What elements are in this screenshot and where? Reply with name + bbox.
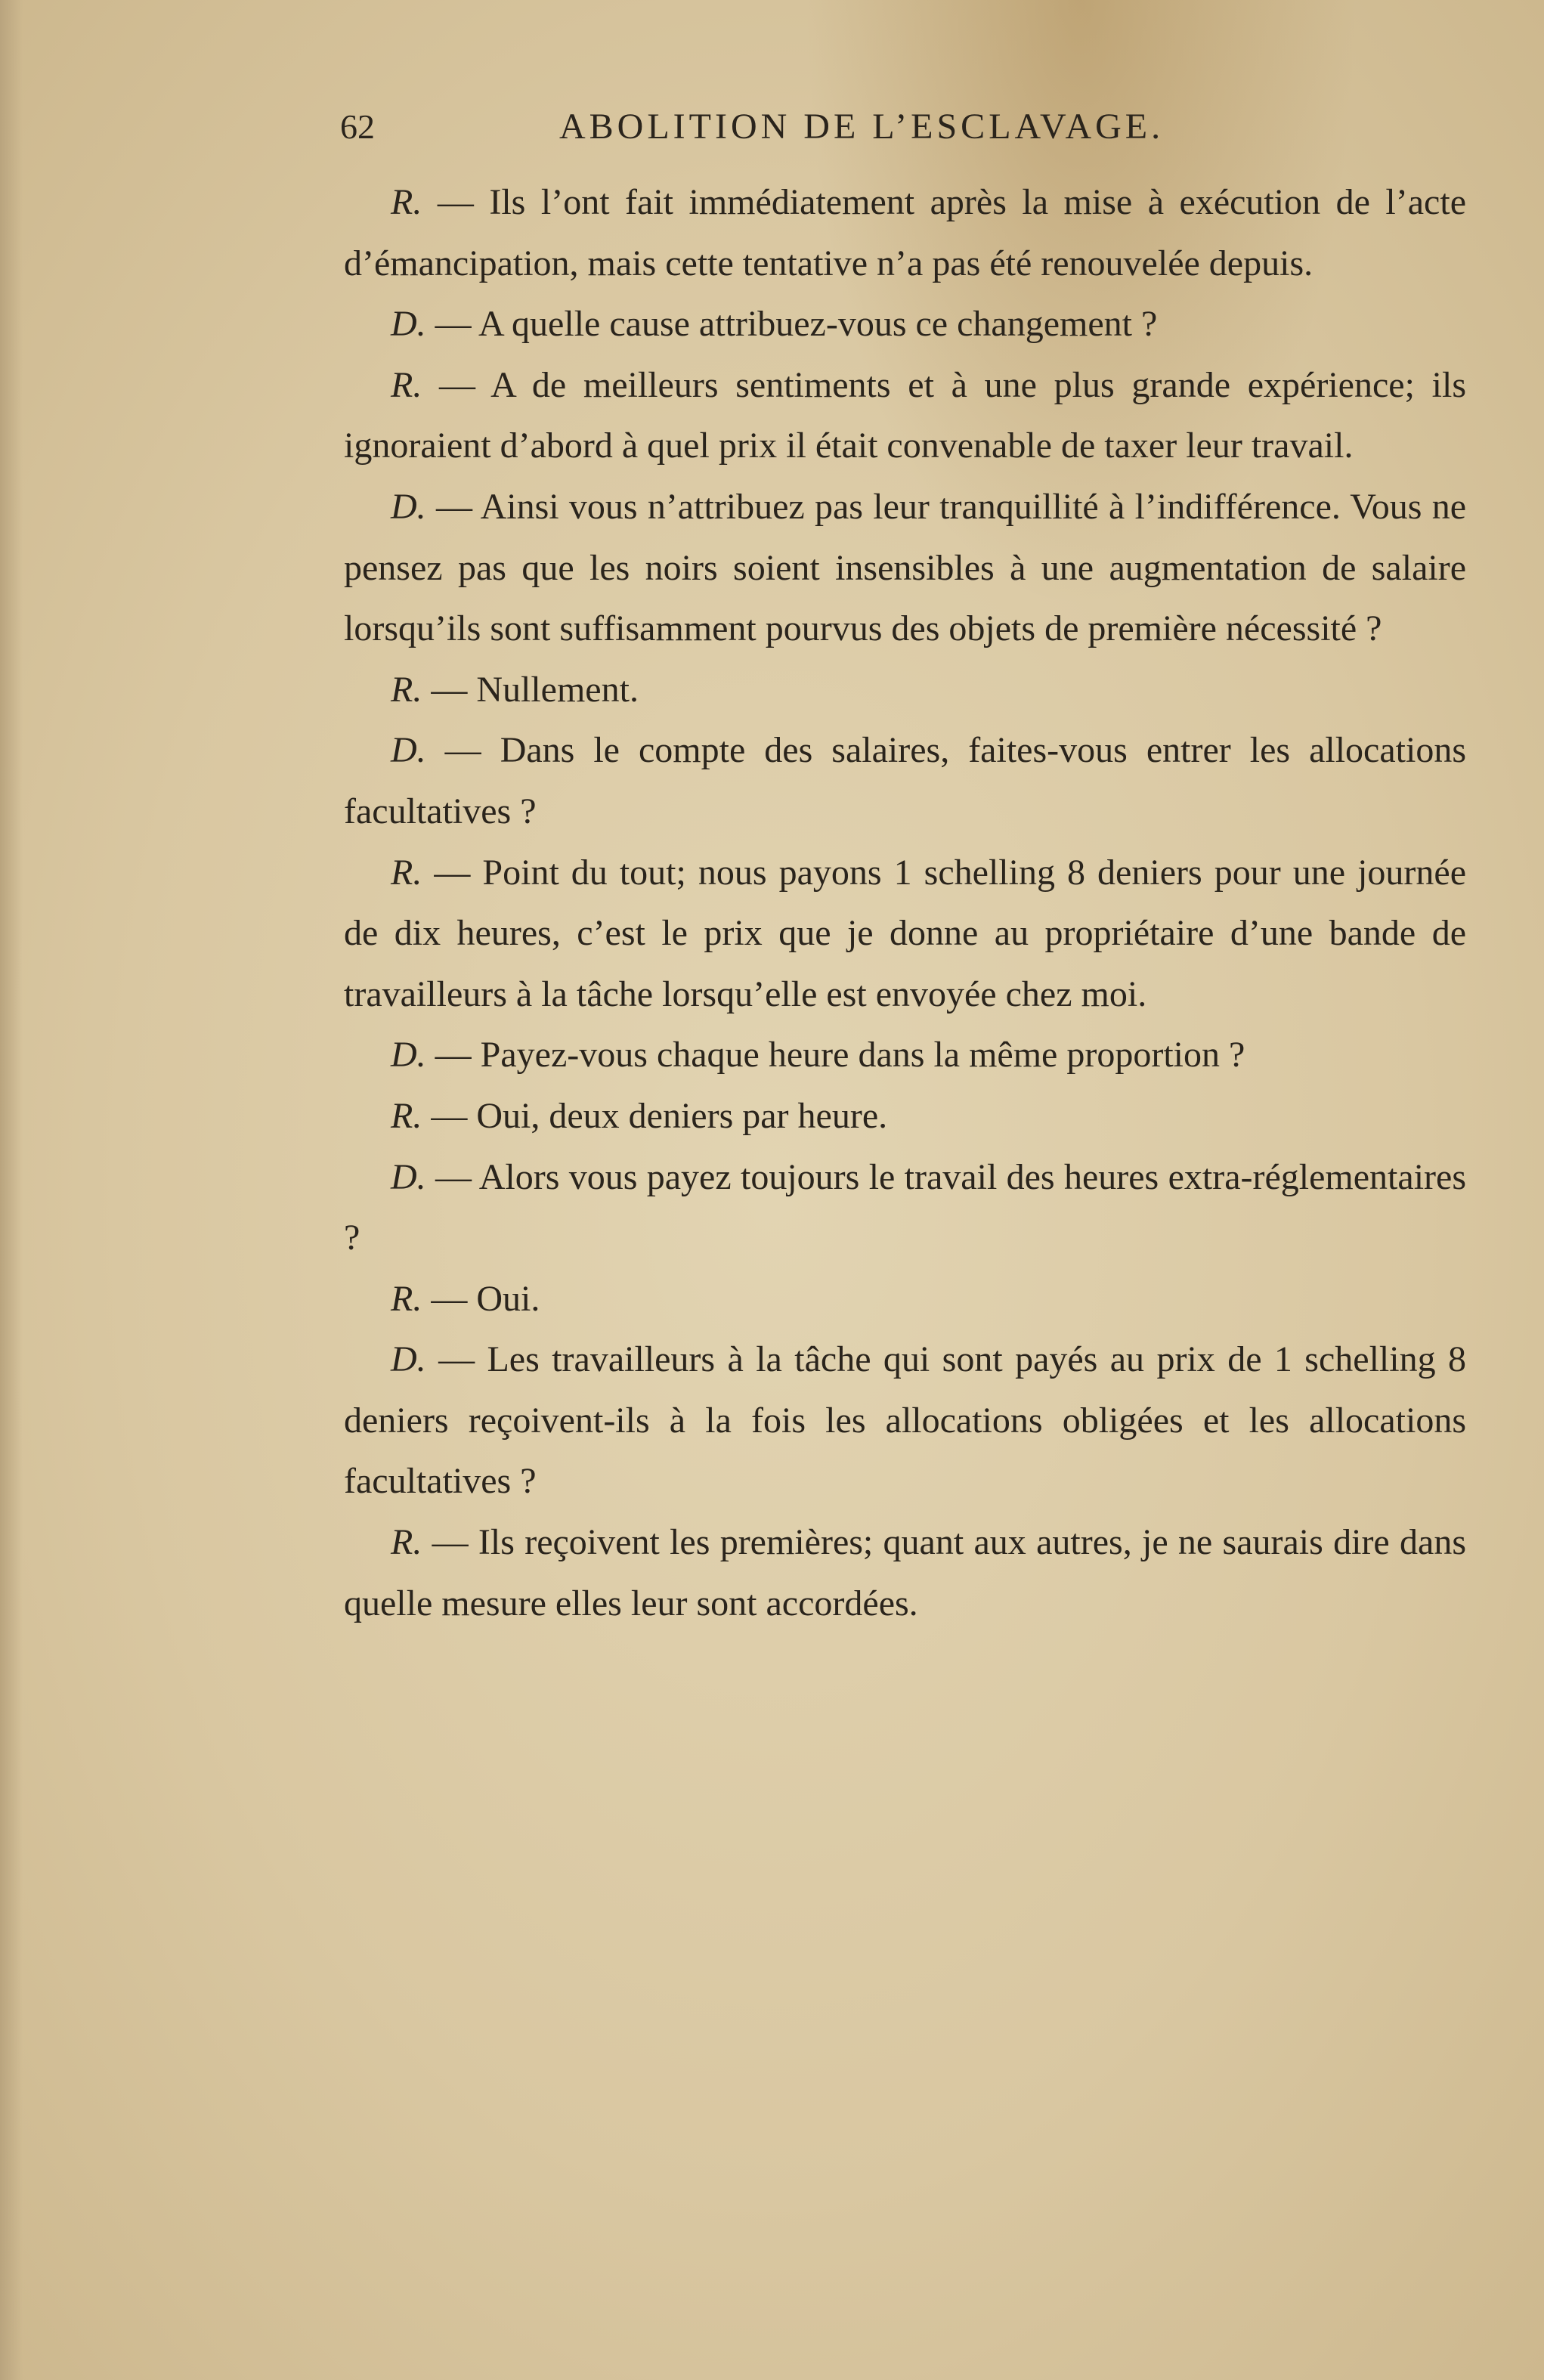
body-text — [344, 172, 1466, 1634]
running-title: ABOLITION DE L’ESCLAVAGE. — [559, 107, 1165, 147]
dialogue-paragraph — [344, 1086, 1466, 1147]
speaker-label: R. — [391, 852, 422, 893]
speaker-label: D. — [391, 486, 426, 527]
dialogue-paragraph — [344, 1025, 1466, 1086]
running-header — [340, 106, 1466, 159]
paragraph-text: Les travailleurs à la tâche qui sont payés au prix de 1 schelling 8 deniers reçoivent-ils à la fois les allocations obligées et les allocations facultatives ? — [344, 1339, 1466, 1502]
dialogue-paragraph — [344, 172, 1466, 294]
paragraph-text: Point du tout; nous payons 1 schelling 8 deniers pour une journée de dix heures, c’est le prix que je donne au propriétaire d’une bande de travailleurs à la tâche lorsqu’elle est envoyée chez moi. — [344, 852, 1466, 1014]
dialogue-paragraph — [344, 1147, 1466, 1269]
dialogue-paragraph — [344, 294, 1466, 355]
speaker-label: R. — [391, 1095, 422, 1136]
dialogue-paragraph — [344, 477, 1466, 660]
page-number: 62 — [340, 107, 375, 146]
paragraph-text: A quelle cause attribuez-vous ce changement ? — [478, 304, 1158, 345]
dialogue-paragraph — [344, 720, 1466, 842]
dash: — — [425, 1339, 487, 1380]
dialogue-paragraph — [344, 355, 1466, 477]
dialogue-paragraph — [344, 1512, 1466, 1634]
dash: — — [422, 1278, 477, 1319]
speaker-label: R. — [391, 364, 422, 405]
dash: — — [425, 1156, 479, 1197]
dash: — — [425, 730, 500, 771]
speaker-label: R. — [391, 1522, 422, 1563]
speaker-label: D. — [391, 1339, 426, 1380]
dash: — — [425, 1035, 481, 1075]
dash: — — [422, 1095, 477, 1136]
dash: — — [422, 1522, 478, 1563]
paragraph-text: Nullement. — [476, 669, 639, 710]
speaker-label: D. — [391, 304, 426, 345]
speaker-label: R. — [391, 669, 422, 710]
dash: — — [422, 364, 491, 405]
paragraph-text: Oui. — [476, 1278, 540, 1319]
speaker-label: R. — [391, 182, 422, 222]
speaker-label: D. — [391, 1156, 426, 1197]
speaker-label: R. — [391, 1278, 422, 1319]
paragraph-text: Ainsi vous n’attribuez pas leur tranquillité à l’indifférence. Vous ne pensez pas que les noirs soient insensibles à une augmentation de salaire lorsqu’ils sont suffisamment pourvus des objets de première nécessité ? — [344, 486, 1467, 649]
paragraph-text: Alors vous payez toujours le travail des heures extra-réglementaires ? — [344, 1156, 1466, 1258]
dash: — — [425, 304, 479, 345]
speaker-label: D. — [391, 730, 426, 771]
paragraph-text: Oui, deux deniers par heure. — [476, 1095, 888, 1136]
dash: — — [422, 182, 490, 222]
paragraph-text: Dans le compte des salaires, faites-vous entrer les allocations facultatives ? — [344, 730, 1467, 831]
page-edge-shadow — [0, 0, 23, 2380]
dialogue-paragraph — [344, 660, 1466, 721]
paragraph-text: A de meilleurs sentiments et à une plus grande expérience; ils ignoraient d’abord à quel prix il était convenable de taxer leur travail. — [344, 364, 1466, 466]
speaker-label: D. — [391, 1035, 426, 1075]
dash: — — [425, 486, 481, 527]
dialogue-paragraph — [344, 1269, 1466, 1330]
paragraph-text: Payez-vous chaque heure dans la même proportion ? — [480, 1035, 1245, 1075]
paragraph-text: Ils l’ont fait immédiatement après la mise à exécution de l’acte d’émancipation, mais cette tentative n’a pas été renouvelée depuis. — [344, 182, 1466, 283]
dash: — — [422, 852, 483, 893]
dialogue-paragraph — [344, 1329, 1466, 1512]
dialogue-paragraph — [344, 843, 1466, 1026]
dash: — — [422, 669, 477, 710]
paragraph-text: Ils reçoivent les premières; quant aux autres, je ne saurais dire dans quelle mesure elles leur sont accordées. — [344, 1522, 1467, 1623]
